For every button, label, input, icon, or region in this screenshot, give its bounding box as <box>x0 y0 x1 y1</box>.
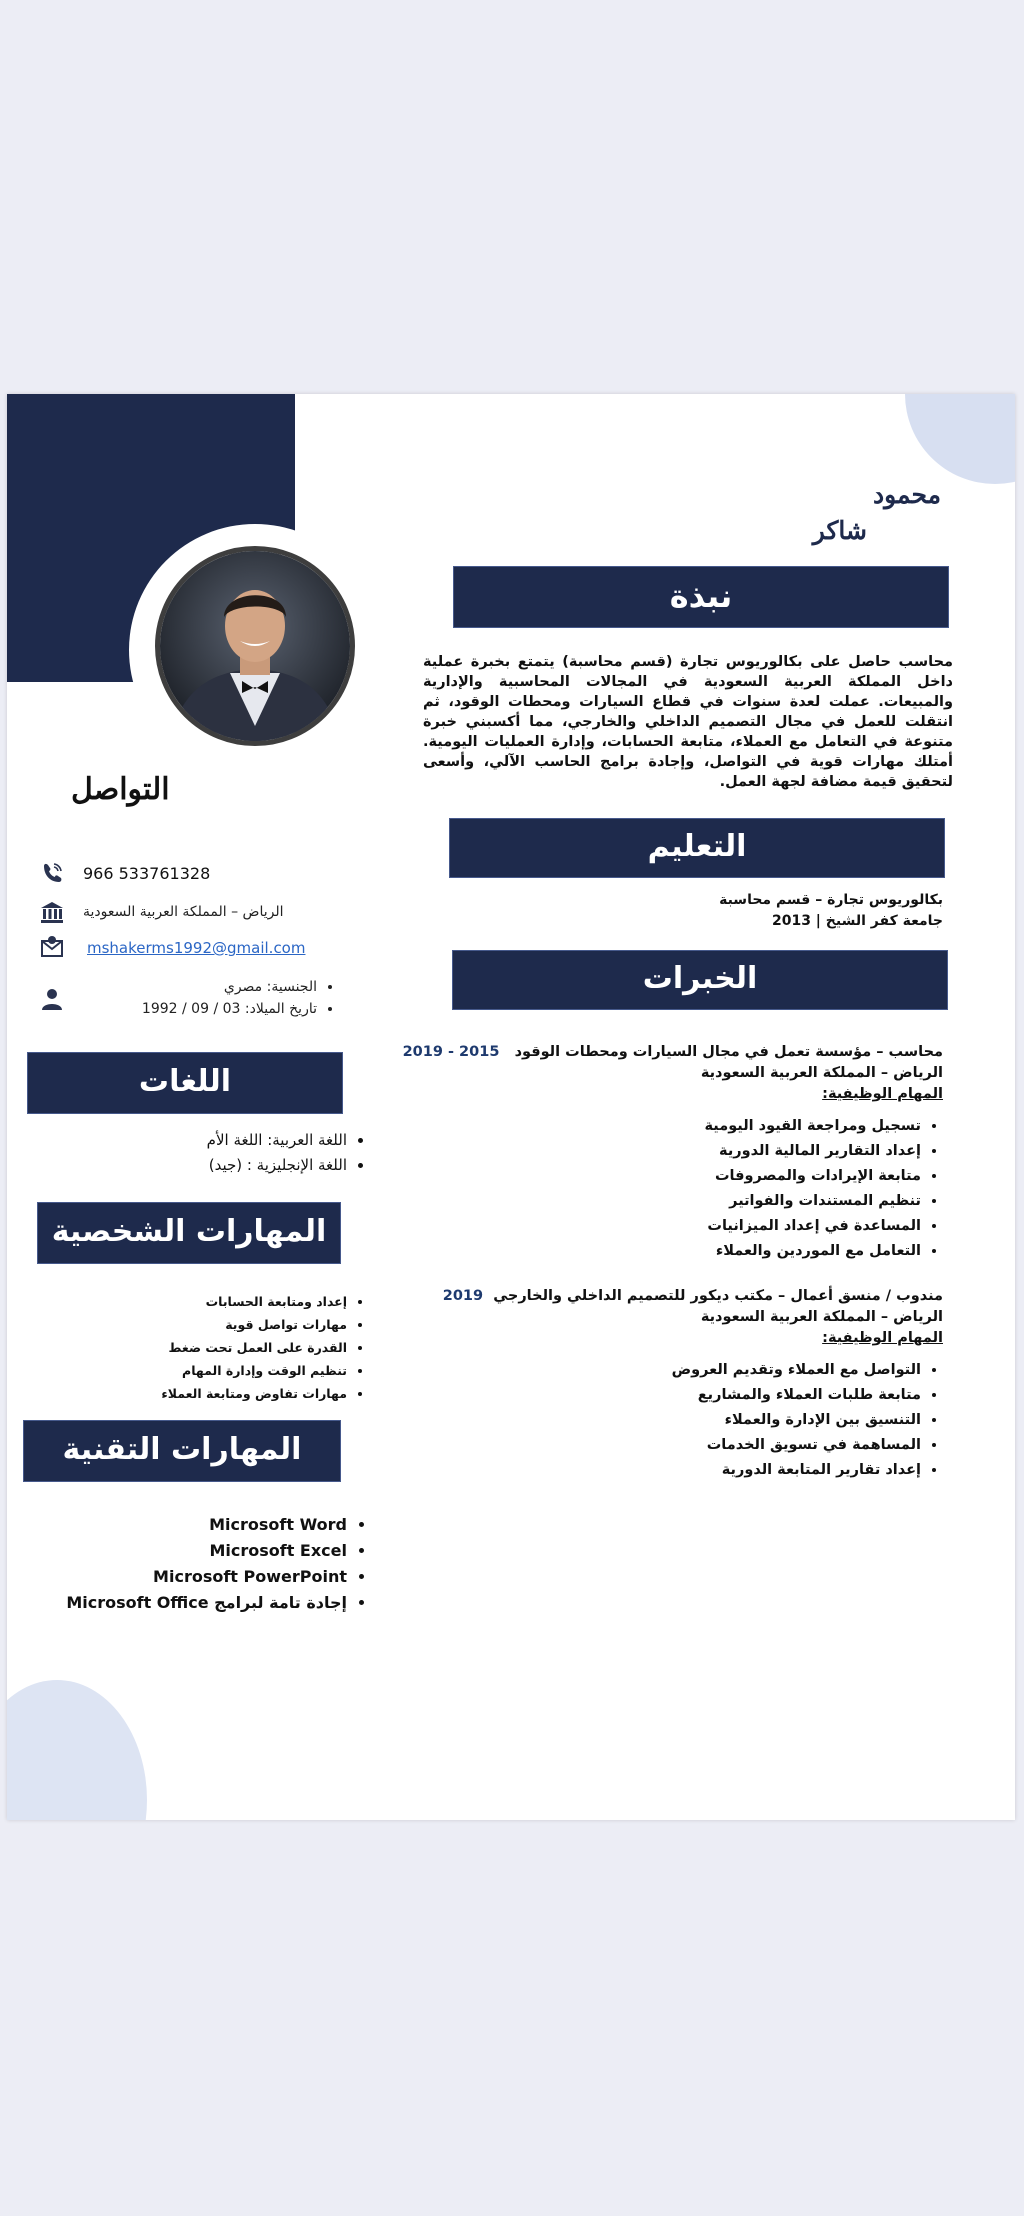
list-item: • تاريخ الميلاد: 03 / 09 / 1992 <box>77 998 317 1020</box>
education-degree: بكالوريوس تجارة – قسم محاسبة <box>719 892 943 908</box>
job-1-header <box>383 1042 943 1105</box>
list-item: • القدرة على العمل تحت ضغط <box>127 1336 347 1359</box>
job-2-years: 2019 <box>442 1288 484 1304</box>
personal-info-list <box>77 976 339 1020</box>
list-item: • التنسيق بين الإدارة والعملاء <box>501 1408 921 1433</box>
phone-icon <box>39 860 65 886</box>
list-item: • تنظيم الوقت وإدارة المهام <box>127 1359 347 1382</box>
list-item: • تسجيل ومراجعة القيود اليومية <box>501 1114 921 1139</box>
contact-address: الرياض – المملكة العربية السعودية <box>83 904 284 920</box>
contact-email-link[interactable]: mshakerms1992@gmail.com <box>87 939 306 957</box>
education-block <box>543 890 943 932</box>
list-item: • إجادة تامة لبرامج Microsoft Office <box>37 1590 347 1616</box>
mail-icon <box>39 934 65 960</box>
list-item: • Microsoft PowerPoint <box>37 1564 347 1590</box>
job-2-location: الرياض – المملكة العربية السعودية <box>700 1309 943 1326</box>
list-item: • مهارات تواصل قوية <box>127 1313 347 1336</box>
list-item: • Microsoft Excel <box>37 1538 347 1564</box>
list-item: • مهارات تفاوض ومتابعة العملاء <box>127 1382 347 1405</box>
section-title-experience: الخبرات <box>452 950 948 1010</box>
list-item: • متابعة طلبات العملاء والمشاريع <box>501 1383 921 1408</box>
soft-skills-list <box>127 1290 369 1405</box>
contact-phone: 966 533761328 <box>83 864 211 883</box>
tech-skills-list <box>37 1512 369 1616</box>
list-item: • إعداد التقارير المالية الدورية <box>501 1139 921 1164</box>
list-item: • إعداد تقارير المتابعة الدورية <box>501 1458 921 1483</box>
list-item: • المساهمة في تسويق الخدمات <box>501 1433 921 1458</box>
decorative-circle-top-right <box>905 394 1015 484</box>
job-2-title: مندوب / منسق أعمال – مكتب ديكور للتصميم الداخلي والخارجي <box>493 1288 943 1304</box>
list-item: • اللغة العربية: اللغة الأم <box>127 1128 347 1153</box>
section-title-contact: التواصل <box>71 772 170 807</box>
name-first: محمود <box>872 480 941 509</box>
list-item: • المساعدة في إعداد الميزانيات <box>501 1214 921 1239</box>
summary-text: محاسب حاصل على بكالوريوس تجارة (قسم محاسبة) يتمتع بخبرة عملية داخل المملكة العربية السعودية في المجالات المحاسبية والإدارية والمبيعات. عملت لعدة سنوات في قطاع السيارات ومحطات الوقود، ثم انتقلت للعمل في مجال التصميم الداخلي والخارجي، مما أكسبني خبرة متنوعة في التعامل مع العملاء، متابعة الحسابات، وإدارة العمليات اليومية. أمتلك مهارات قوية في التواصل، وإجادة برامج الحاسب الآلي، وأسعى لتحقيق قيمة مضافة لجهة العمل. <box>423 654 953 790</box>
list-item: • التعامل مع الموردين والعملاء <box>501 1239 921 1264</box>
person-photo-icon <box>160 551 350 741</box>
person-icon <box>39 986 65 1012</box>
section-title-soft-skills: المهارات الشخصية <box>37 1202 341 1264</box>
list-item: • إعداد ومتابعة الحسابات <box>127 1290 347 1313</box>
list-item: • التواصل مع العملاء وتقديم العروض <box>501 1358 921 1383</box>
job-2-tasks-label: المهام الوظيفية: <box>822 1330 943 1347</box>
job-2-header <box>383 1286 943 1349</box>
section-title-summary: نبذة <box>453 566 949 628</box>
job-1-tasks <box>501 1114 943 1264</box>
job-1-location: الرياض – المملكة العربية السعودية <box>700 1065 943 1082</box>
section-title-languages: اللغات <box>27 1052 343 1114</box>
job-1-tasks-label: المهام الوظيفية: <box>822 1086 943 1103</box>
job-2-tasks <box>501 1358 943 1483</box>
languages-list <box>127 1128 369 1178</box>
section-title-education: التعليم <box>449 818 945 878</box>
section-title-tech-skills: المهارات التقنية <box>23 1420 341 1482</box>
decorative-circle-bottom-left <box>7 1680 147 1820</box>
profile-photo <box>155 546 355 746</box>
list-item: • متابعة الإيرادات والمصروفات <box>501 1164 921 1189</box>
bank-building-icon <box>39 899 65 925</box>
education-university: جامعة كفر الشيخ | 2013 <box>771 913 943 929</box>
name-last: شاكر <box>812 516 867 545</box>
job-1-years: 2015 - 2019 <box>402 1044 500 1060</box>
job-2-title-line <box>383 1286 943 1307</box>
list-item: • Microsoft Word <box>37 1512 347 1538</box>
resume-page <box>7 394 1015 1820</box>
list-item: • الجنسية: مصري <box>77 976 317 998</box>
list-item: • تنظيم المستندات والفواتير <box>501 1189 921 1214</box>
job-1-title: محاسب – مؤسسة تعمل في مجال السيارات ومحطات الوقود <box>514 1044 943 1060</box>
list-item: • اللغة الإنجليزية : (جيد) <box>127 1153 347 1178</box>
job-1-title-line <box>383 1042 943 1063</box>
